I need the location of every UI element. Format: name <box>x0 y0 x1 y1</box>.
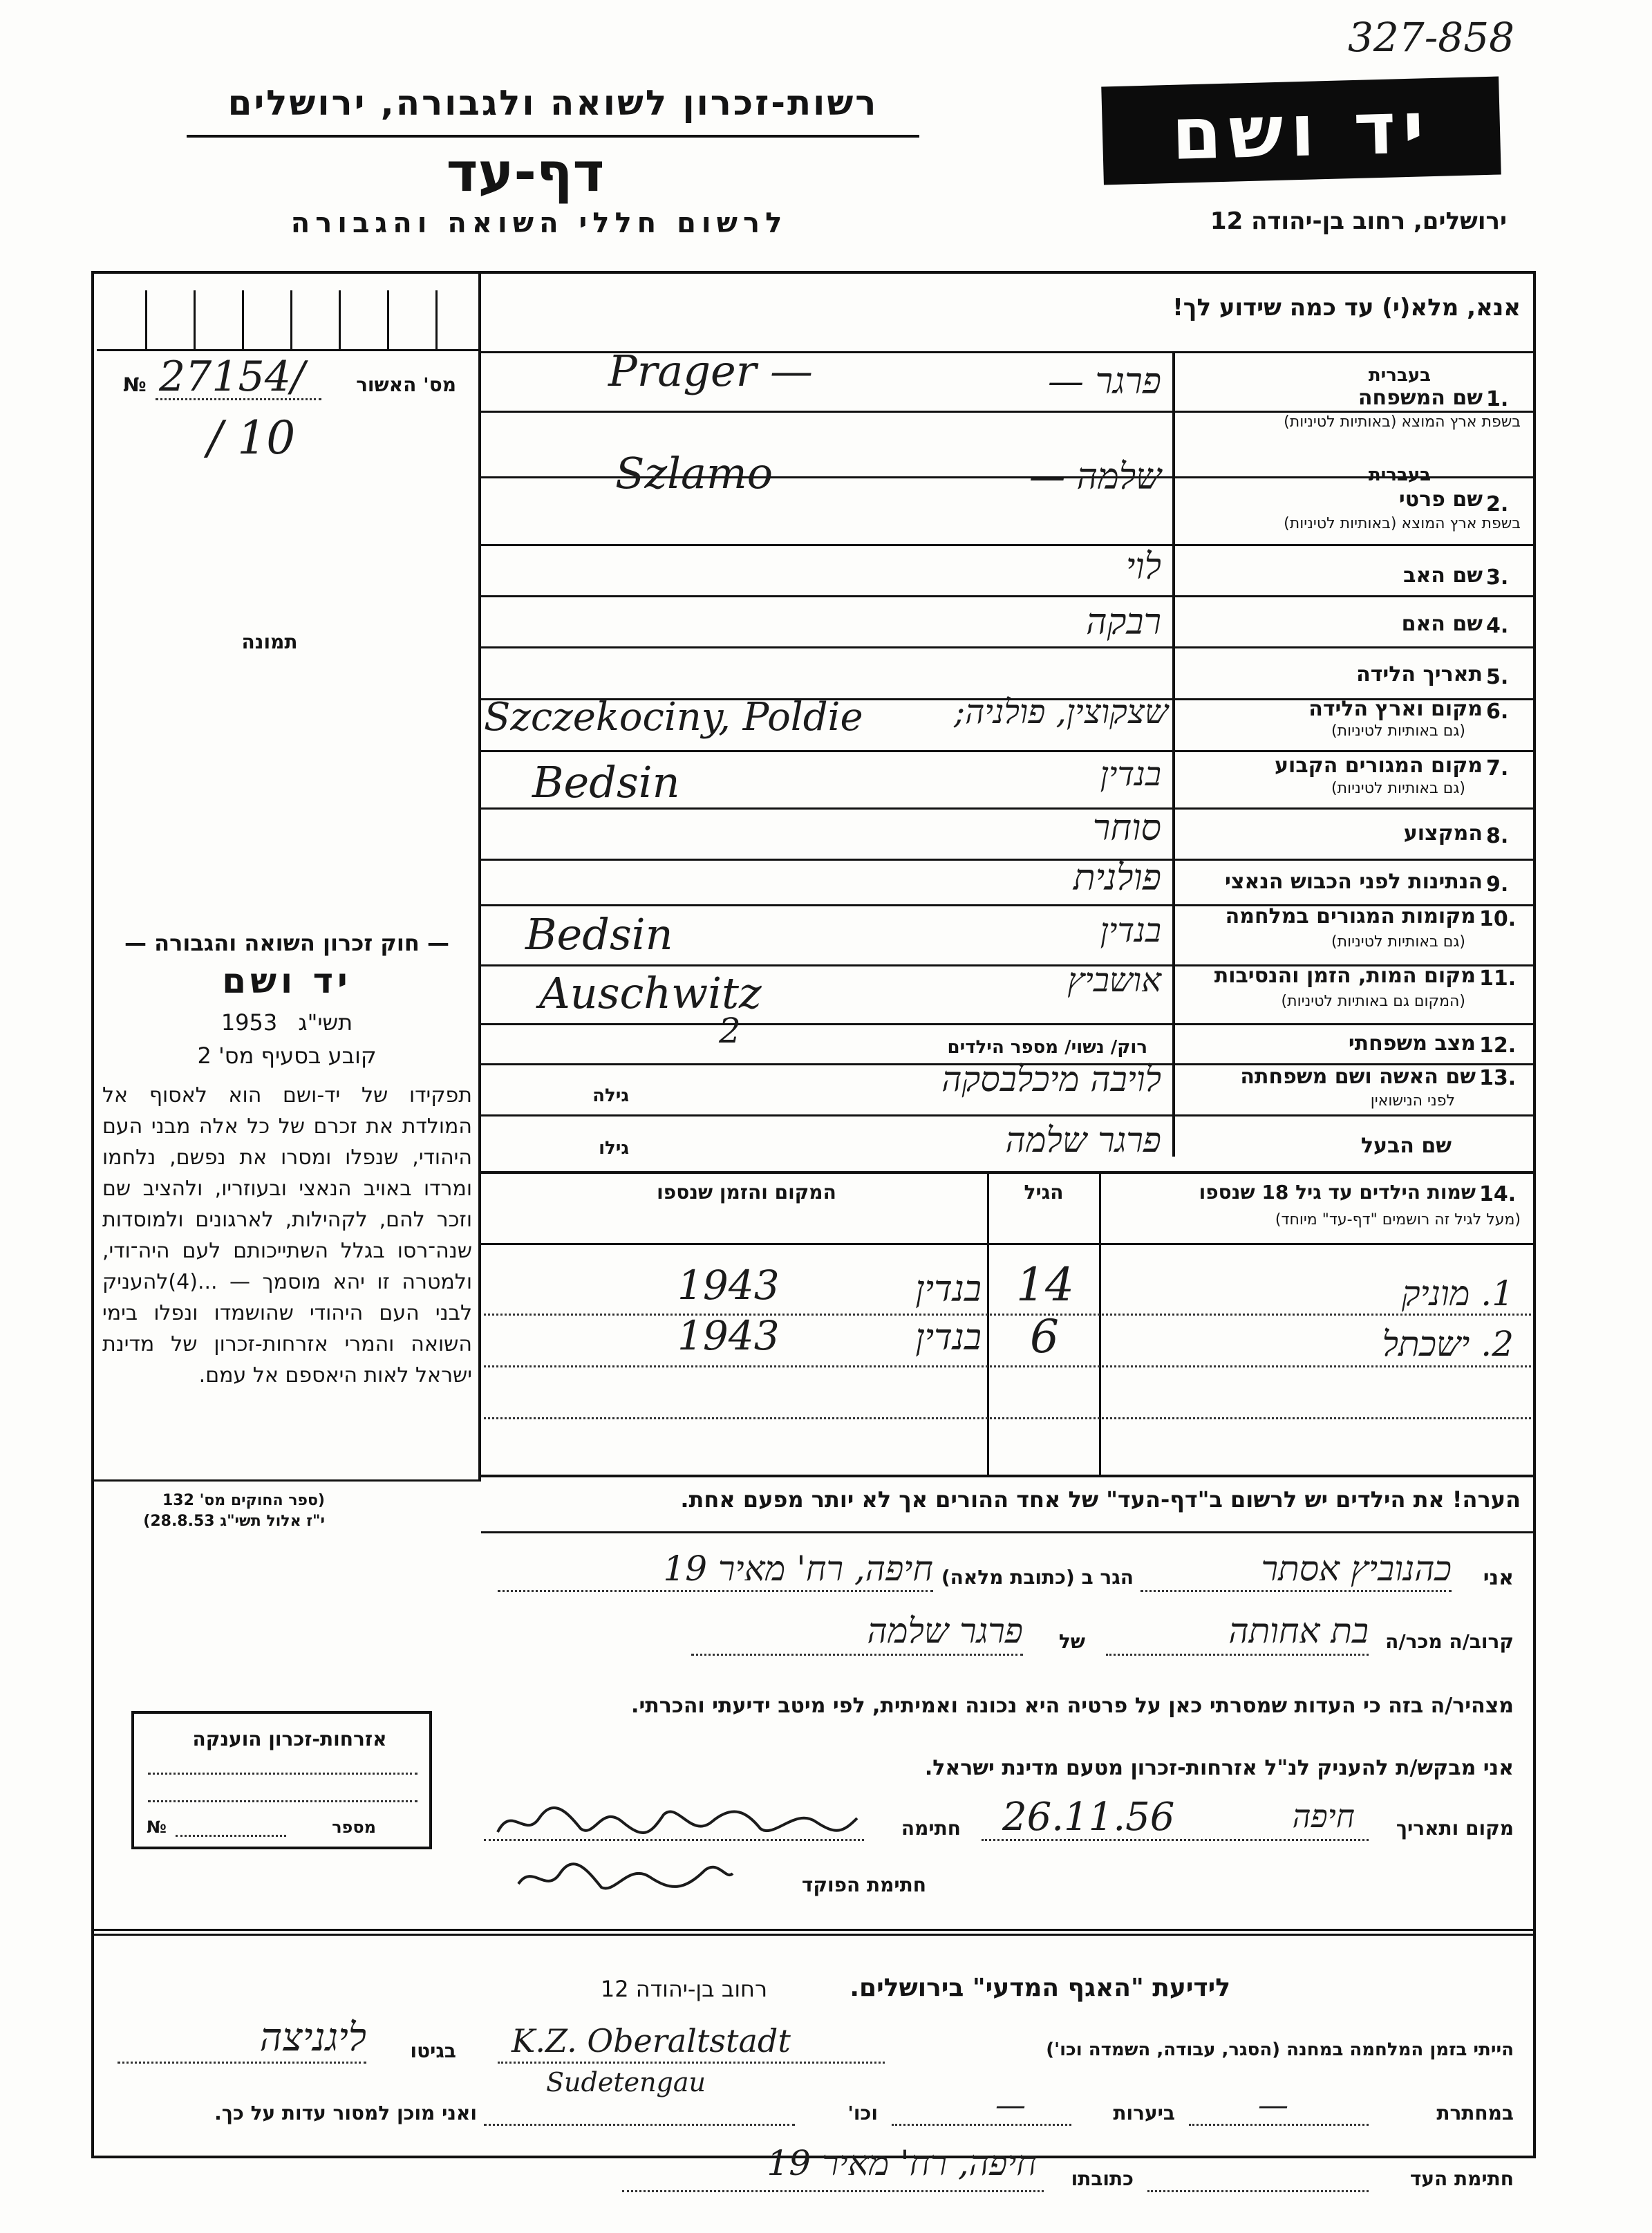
witness-signature <box>484 1797 871 1846</box>
husband-name: פרגר שלמה <box>1005 1120 1161 1160</box>
profession: סוחר <box>1092 807 1161 849</box>
relation: בת אחותה <box>1228 1611 1369 1651</box>
photo-label: תמונה <box>241 630 298 653</box>
wartime-residence-latin: Bedsin <box>525 909 673 960</box>
side-column-divider <box>478 271 481 1481</box>
firstname-latin: Szlamo <box>615 448 773 498</box>
death-place-hebrew: אושביץ <box>1067 961 1161 1000</box>
wartime-residence-hebrew: בנדין <box>1100 911 1161 950</box>
law-logo: יד ושם <box>222 961 352 1001</box>
footer-double-rule <box>91 1929 1536 1936</box>
declaration-date: 26.11.56 <box>1002 1795 1175 1840</box>
camp-value-2: Sudetengau <box>546 2067 706 2097</box>
wife-name: לויבה מיכלבסקה <box>941 1059 1161 1099</box>
law-title: — חוק זכרון השואה והגבורה — <box>124 930 449 956</box>
yad-vashem-logo: יד ושם <box>1101 76 1501 185</box>
note: הערה! את הילדים יש לרשום ב"דף-העד" של אחד ההורים אך לא יותר מפעם אחת. <box>680 1486 1521 1513</box>
ghetto-value: ליגניצה <box>259 2015 366 2060</box>
nationality: פולנית <box>1073 857 1161 899</box>
witness-name: כהנוביץ אסתר <box>1261 1549 1452 1589</box>
label-column-divider <box>1172 351 1175 1157</box>
official-signature <box>511 1853 740 1901</box>
side-column-bottom <box>91 1479 481 1482</box>
org-line: רשות-זכרון לשואה ולגבורה, ירושלים <box>227 83 879 123</box>
victim-name-repeat: פרגר שלמה <box>867 1611 1023 1651</box>
footer-address: רחוב בן-יהודה 12 <box>600 1976 767 2002</box>
note-bottom-line <box>481 1531 1536 1533</box>
witness-address: חיפה, רח' מאיר 19 <box>663 1549 933 1589</box>
form-subtitle: לרשום חללי השואה והגבורה <box>290 207 788 239</box>
page-mark: / 10 <box>207 411 296 465</box>
approval-box <box>97 277 478 351</box>
surname-latin: Prager — <box>608 346 814 396</box>
forests-value: — <box>995 2088 1026 2123</box>
approval-no-mark: № <box>123 373 147 396</box>
etc-value: — <box>1258 2088 1288 2123</box>
law-year: 1953 תשי"ג <box>220 1009 353 1036</box>
footer-address-value: חיפה, רח' מאיר 19 <box>767 2143 1037 2183</box>
law-text: תפקידו של יד-ושם הוא לאסוף אל המולדת את זכרם של כל אלה מבני העם היהודי, שנפלו ומסרו את נפשם, נלחמו ומרדו באויב הנאצי ובעוזריו, ולהציב שם וזכר להם, לקהילות, לארגונים ולמוסדות שנה־רסו בגלל השתייכותם לעם היה־ודי, ולמטרה זו יהא מוסמך — ...(4)להעניק לבני העם היהודי שהושמדו ונפלו בימי השואה והמרי אזרחות-זכרון של מדינת ישראל לאות היאספם אל עמם. <box>102 1083 472 1388</box>
law-clause: קובע בסעיף מס' 2 <box>197 1043 377 1069</box>
camp-value: K.Z. Oberaltstadt <box>511 2022 791 2059</box>
firstname-hebrew: שלמה — <box>1029 456 1161 498</box>
surname-hebrew: פרגר — <box>1047 361 1161 402</box>
father-name: לוי <box>1125 546 1161 588</box>
birthplace-hebrew: שצקוצין, פולניה; <box>954 693 1168 731</box>
law-ref-1: (ספר החוקים מס' 132 <box>162 1492 325 1509</box>
mother-name: רבקה <box>1086 601 1161 643</box>
approval-label: מס' האשור <box>356 373 456 396</box>
archive-number: 327-858 <box>1348 14 1515 61</box>
citizenship-box: אזרחות-זכרון הוענקה № מספר <box>131 1711 432 1849</box>
org-underline <box>187 135 919 138</box>
approval-value: 27154/ <box>159 353 306 401</box>
header-address: ירושלים, רחוב בן-יהודה 12 <box>1210 207 1507 235</box>
approval-dots <box>156 398 321 400</box>
instruction: אנא, מלא(י) עד כמה שידוע לך! <box>1172 294 1521 321</box>
children-count: 2 <box>719 1011 741 1051</box>
footer-title: לידיעת "האגף המדעי" בירושלים. <box>850 1974 1230 2002</box>
residence-hebrew: בנדין <box>1100 755 1161 794</box>
declaration-place: חיפה <box>1292 1797 1355 1835</box>
death-place-latin: Auschwitz <box>539 968 762 1018</box>
birthplace-latin: Szczekociny, Poldie <box>484 695 863 740</box>
law-ref-2: י"ז אלול תשי"ג 28.8.53) <box>143 1513 325 1530</box>
form-title: דף-עד <box>446 142 605 204</box>
residence-latin: Bedsin <box>532 757 680 807</box>
